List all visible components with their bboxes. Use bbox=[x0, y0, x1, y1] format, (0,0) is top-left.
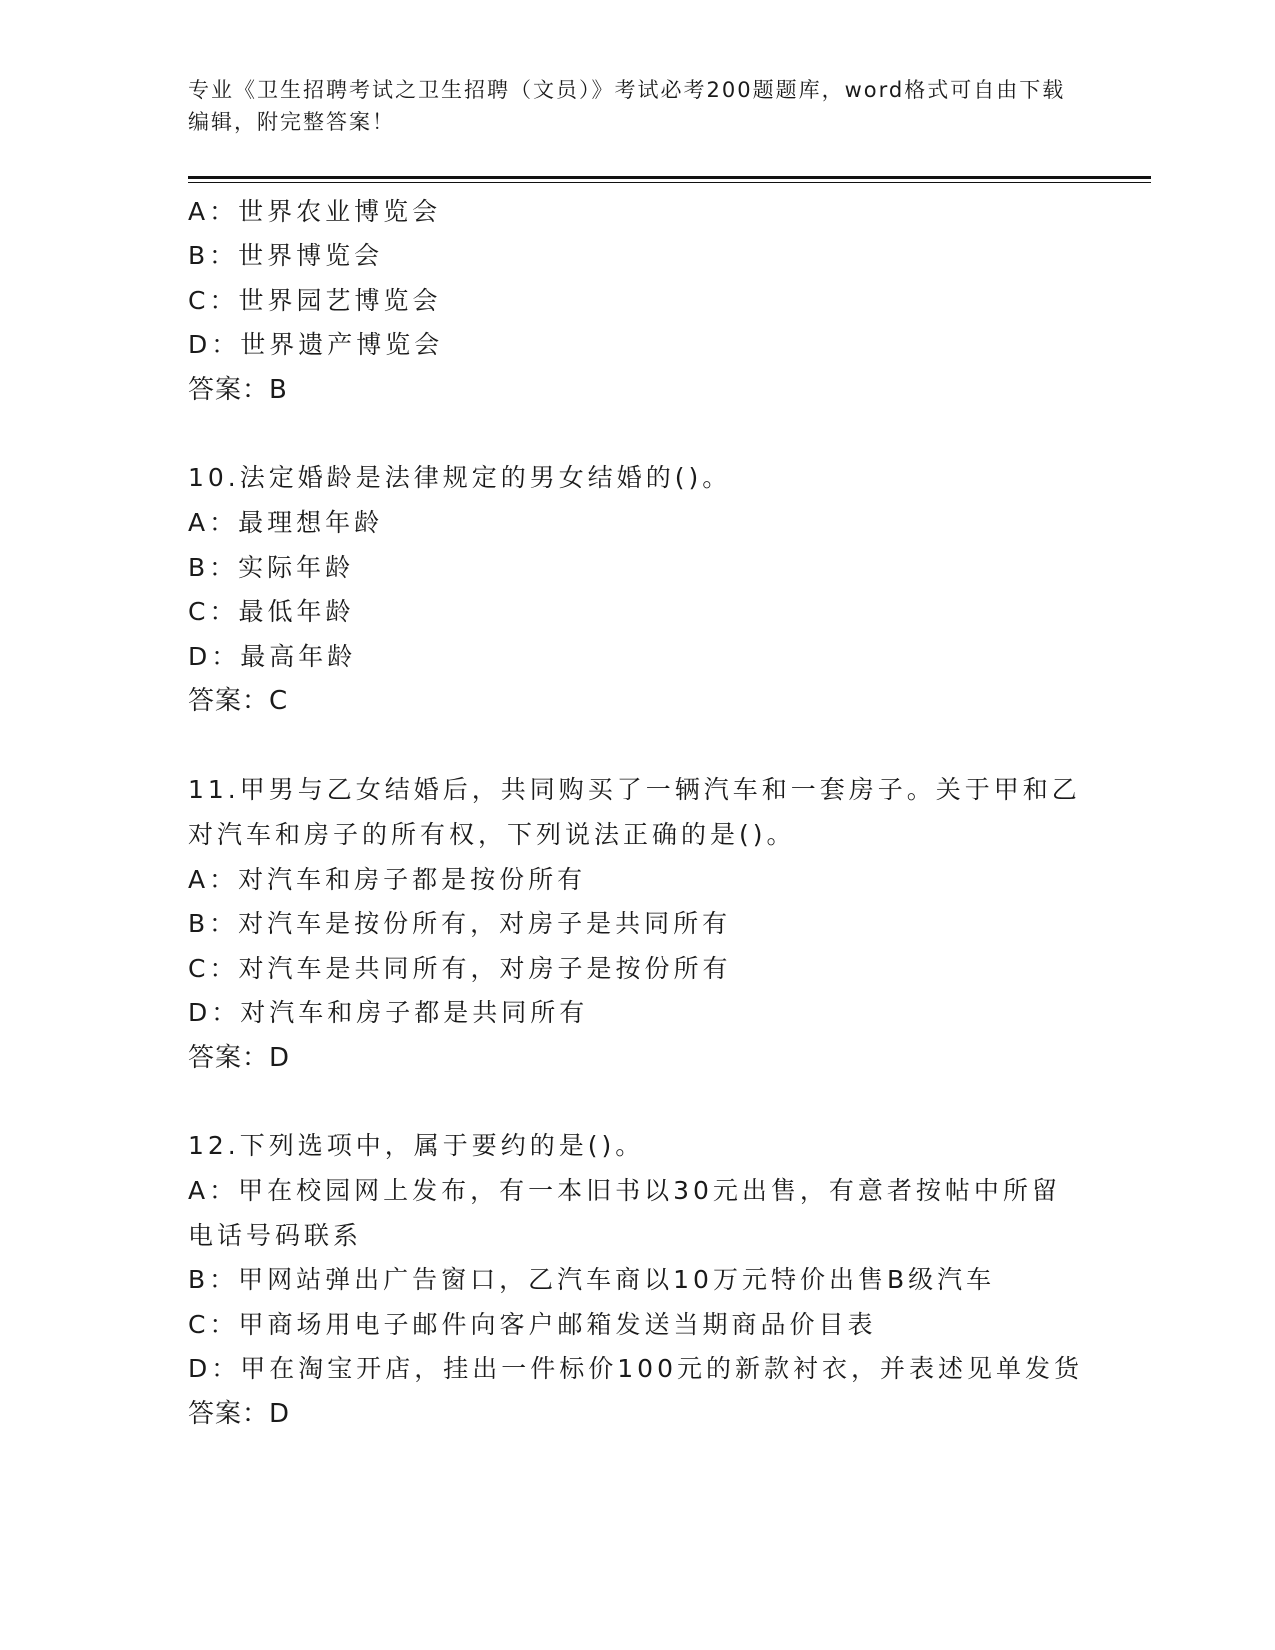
q10-option-c: C：最低年龄 bbox=[188, 597, 355, 626]
q11-stem-line-1: 11.甲男与乙女结婚后，共同购买了一辆汽车和一套房子。关于甲和乙 bbox=[188, 775, 1081, 804]
q12-option-a-line-2: 电话号码联系 bbox=[188, 1221, 363, 1250]
q11-answer: 答案：D bbox=[188, 1043, 291, 1073]
q12-option-a-line-1: A：甲在校园网上发布，有一本旧书以30元出售，有意者按帖中所留 bbox=[188, 1176, 1061, 1205]
q11-option-a: A：对汽车和房子都是按份所有 bbox=[188, 865, 587, 894]
q12-option-b: B：甲网站弹出广告窗口，乙汽车商以10万元特价出售B级汽车 bbox=[188, 1265, 996, 1294]
q9-option-c: C：世界园艺博览会 bbox=[188, 286, 442, 315]
q11-stem-line-2: 对汽车和房子的所有权，下列说法正确的是()。 bbox=[188, 820, 796, 849]
q12-option-c: C：甲商场用电子邮件向客户邮箱发送当期商品价目表 bbox=[188, 1310, 877, 1339]
q12-stem: 12.下列选项中，属于要约的是()。 bbox=[188, 1131, 645, 1160]
q11-option-d: D：对汽车和房子都是共同所有 bbox=[188, 998, 589, 1027]
q10-option-b: B：实际年龄 bbox=[188, 553, 355, 582]
q10-answer: 答案：C bbox=[188, 686, 289, 716]
q10-option-d: D：最高年龄 bbox=[188, 642, 357, 671]
q9-option-d: D：世界遗产博览会 bbox=[188, 330, 444, 359]
q11-option-c: C：对汽车是共同所有，对房子是按份所有 bbox=[188, 954, 732, 983]
q12-option-d: D：甲在淘宝开店，挂出一件标价100元的新款衬衣，并表述见单发货 bbox=[188, 1354, 1083, 1383]
q10-stem: 10.法定婚龄是法律规定的男女结婚的()。 bbox=[188, 463, 732, 492]
q10-option-a: A：最理想年龄 bbox=[188, 508, 384, 537]
header-rule-thick bbox=[188, 176, 1151, 179]
q9-option-a: A：世界农业博览会 bbox=[188, 197, 442, 226]
q9-answer: 答案：B bbox=[188, 375, 288, 405]
header-rule-thin bbox=[188, 182, 1151, 183]
document-header: 专业《卫生招聘考试之卫生招聘（文员）》考试必考200题题库，word格式可自由下载编辑，附完整答案！ bbox=[188, 78, 1066, 134]
q11-option-b: B：对汽车是按份所有，对房子是共同所有 bbox=[188, 909, 732, 938]
q12-answer: 答案：D bbox=[188, 1399, 291, 1429]
q9-option-b: B：世界博览会 bbox=[188, 241, 384, 270]
